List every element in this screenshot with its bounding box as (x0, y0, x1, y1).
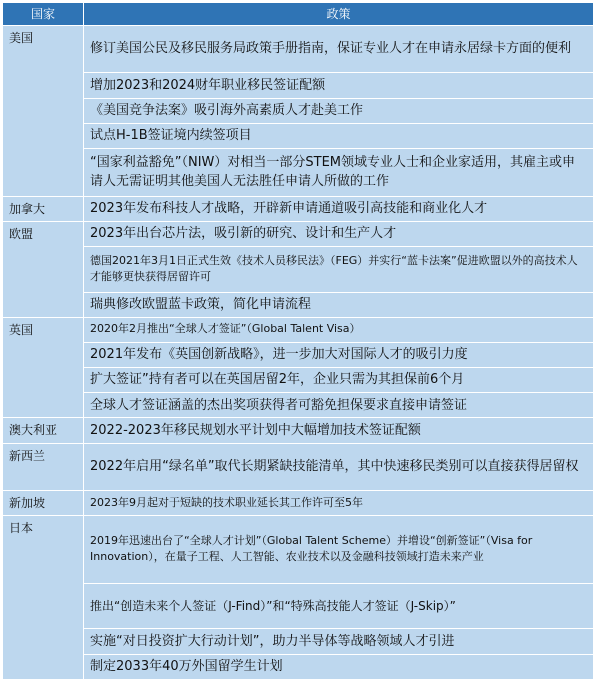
policy-cell: 增加2023和2024财年职业移民签证配额 (84, 73, 594, 98)
country-header: 国家 (3, 3, 84, 26)
policy-cell: 德国2021年3月1日正式生效《技术人员移民法》（FEG）并实行“蓝卡法案”促进欧盟以外的高技术人才能够更快获得居留许可 (84, 247, 594, 292)
table-row (3, 149, 594, 196)
policy-cell: “国家利益豁免”（NIW）对相当一部分STEM领域专业人士和企业家适用，其雇主或申请人无需证明其他美国人无法胜任申请人所做的工作 (84, 149, 594, 196)
policy-cell: 2023年出台芯片法，吸引新的研究、设计和生产人才 (84, 221, 594, 246)
table-row (3, 247, 594, 292)
policy-cell: 瑞典修改欧盟蓝卡政策，简化申请流程 (84, 292, 594, 317)
table-row (3, 123, 594, 148)
table-row (3, 98, 594, 123)
policy-cell: 全球人才签证涵盖的杰出奖项获得者可豁免担保要求直接申请签证 (84, 393, 594, 418)
policy-cell: 2022-2023年移民规划水平计划中大幅增加技术签证配额 (84, 418, 594, 443)
policy-cell: 实施“对日投资扩大行动计划”，助力半导体等战略领域人才引进 (84, 629, 594, 654)
policy-cell: 《美国竞争法案》吸引海外高素质人才赴美工作 (84, 98, 594, 123)
table-row (3, 583, 594, 628)
policy-cell: 2023年发布科技人才战略，开辟新申请通道吸引高技能和商业化人才 (84, 196, 594, 221)
table-row (3, 73, 594, 98)
table-row (3, 629, 594, 654)
country-cell-new-zealand: 新西兰 (3, 443, 84, 490)
country-cell-eu: 欧盟 (3, 221, 84, 317)
country-cell-usa: 美国 (3, 26, 84, 197)
table-row-eu (3, 221, 594, 246)
country-cell-uk: 英国 (3, 317, 84, 418)
policy-cell: 扩大签证”持有者可以在英国居留2年，企业只需为其担保前6个月 (84, 367, 594, 392)
policy-cell: 推出“创造未来个人签证（J-Find）”和“特殊高技能人才签证（J-Skip）” (84, 583, 594, 628)
table-row-singapore (3, 491, 594, 516)
table-row (3, 654, 594, 679)
policy-cell: 修订美国公民及移民服务局政策手册指南，保证专业人才在申请永居绿卡方面的便利 (84, 26, 594, 73)
policy-header: 政策 (84, 3, 594, 26)
policy-cell: 2019年迅速出台了“全球人才计划”（Global Talent Scheme）并增设“创新签证”（Visa for Innovation），在量子工程、人工智能、农业技术以及金融科技领域打造未来产业 (84, 515, 594, 583)
country-cell-australia: 澳大利亚 (3, 418, 84, 443)
country-cell-canada: 加拿大 (3, 196, 84, 221)
table-row (3, 342, 594, 367)
policy-table (2, 2, 594, 680)
country-cell-japan: 日本 (3, 515, 84, 679)
header-row (3, 3, 594, 26)
policy-cell: 2020年2月推出“全球人才签证”（Global Talent Visa） (84, 317, 594, 342)
policy-cell: 2022年启用“绿名单”取代长期紧缺技能清单，其中快速移民类别可以直接获得居留权 (84, 443, 594, 490)
country-cell-singapore: 新加坡 (3, 491, 84, 516)
table-row (3, 367, 594, 392)
table-row (3, 292, 594, 317)
policy-cell: 2023年9月起对于短缺的技术职业延长其工作许可至5年 (84, 491, 594, 516)
policy-cell: 2021年发布《英国创新战略》，进一步加大对国际人才的吸引力度 (84, 342, 594, 367)
table-row-japan (3, 515, 594, 583)
table-row-australia (3, 418, 594, 443)
table-row-uk (3, 317, 594, 342)
table-row-new-zealand (3, 443, 594, 490)
table-row (3, 393, 594, 418)
table-row-canada (3, 196, 594, 221)
table-row-usa (3, 26, 594, 73)
policy-cell: 试点H-1B签证境内续签项目 (84, 123, 594, 148)
policy-cell: 制定2033年40万外国留学生计划 (84, 654, 594, 679)
